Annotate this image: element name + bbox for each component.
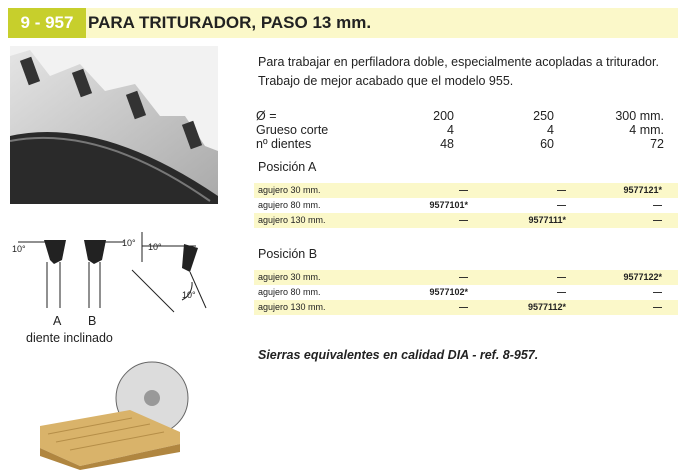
diagram-caption: diente inclinado <box>26 331 113 345</box>
row-label: agujero 130 mm. <box>258 215 326 225</box>
equivalent-note: Sierras equivalentes en calidad DIA - ref. 8-957. <box>258 348 539 362</box>
cell-value: 9577111* <box>528 215 566 225</box>
spec-value: 72 <box>650 137 664 151</box>
spec-value: 200 <box>433 109 454 123</box>
spec-label: nº dientes <box>256 137 312 151</box>
angle-label-a-left: 10° <box>12 244 26 254</box>
cell-value: — <box>557 287 566 297</box>
spec-row <box>256 123 676 138</box>
section-b-title: Posición B <box>258 247 318 261</box>
cell-value: — <box>459 185 468 195</box>
header-bar <box>8 8 678 38</box>
spec-value: 48 <box>440 137 454 151</box>
page-title: PARA TRITURADOR, PASO 13 mm. <box>88 13 372 32</box>
table-row <box>254 198 678 213</box>
cell-value: — <box>653 302 662 312</box>
row-label: agujero 80 mm. <box>258 287 321 297</box>
spec-label: Grueso corte <box>256 123 329 137</box>
cell-value: 9577122* <box>623 272 662 282</box>
spec-row <box>256 109 676 124</box>
description-line-1: Para trabajar en perfiladora doble, especialmente acopladas a triturador. <box>258 55 659 69</box>
angle-label-b: 10° <box>122 238 136 248</box>
spec-label: Ø = <box>256 109 277 123</box>
spec-value: 4 <box>447 123 454 137</box>
spec-row <box>256 137 676 152</box>
cell-value: — <box>557 185 566 195</box>
cell-value: — <box>459 272 468 282</box>
cell-value: — <box>653 215 662 225</box>
product-code: 9 - 957 <box>8 8 86 38</box>
description-line-2: Trabajo de mejor acabado que el modelo 955. <box>258 74 514 88</box>
cell-value: — <box>653 200 662 210</box>
section-a-table <box>254 183 678 228</box>
tooth-angle-diagram <box>14 222 214 316</box>
spec-value: 4 <box>547 123 554 137</box>
section-b-table <box>254 270 678 315</box>
position-b-label: B <box>88 314 97 328</box>
spec-value: 4 mm. <box>629 123 664 137</box>
row-label: agujero 130 mm. <box>258 302 326 312</box>
board-cutting-image <box>40 352 190 470</box>
spec-value: 300 mm. <box>615 109 664 123</box>
cell-value: — <box>557 272 566 282</box>
cell-value: 9577121* <box>623 185 662 195</box>
table-row <box>254 300 678 315</box>
cell-value: 9577102* <box>429 287 468 297</box>
table-row <box>254 183 678 198</box>
cell-value: — <box>459 302 468 312</box>
angle-label-incline-bottom: 10° <box>182 290 196 300</box>
section-a-title: Posición A <box>258 160 317 174</box>
table-row <box>254 285 678 300</box>
cell-value: 9577112* <box>527 302 566 312</box>
table-row <box>254 270 678 285</box>
cell-value: 9577101* <box>429 200 468 210</box>
angle-label-incline-top: 10° <box>148 242 162 252</box>
row-label: agujero 30 mm. <box>258 272 321 282</box>
cell-value: — <box>653 287 662 297</box>
position-a-label: A <box>53 314 62 328</box>
spec-value: 60 <box>540 137 554 151</box>
table-row <box>254 213 678 228</box>
saw-blade-image <box>10 46 218 204</box>
row-label: agujero 30 mm. <box>258 185 321 195</box>
row-label: agujero 80 mm. <box>258 200 321 210</box>
cell-value: — <box>459 215 468 225</box>
cell-value: — <box>557 200 566 210</box>
spec-value: 250 <box>533 109 554 123</box>
